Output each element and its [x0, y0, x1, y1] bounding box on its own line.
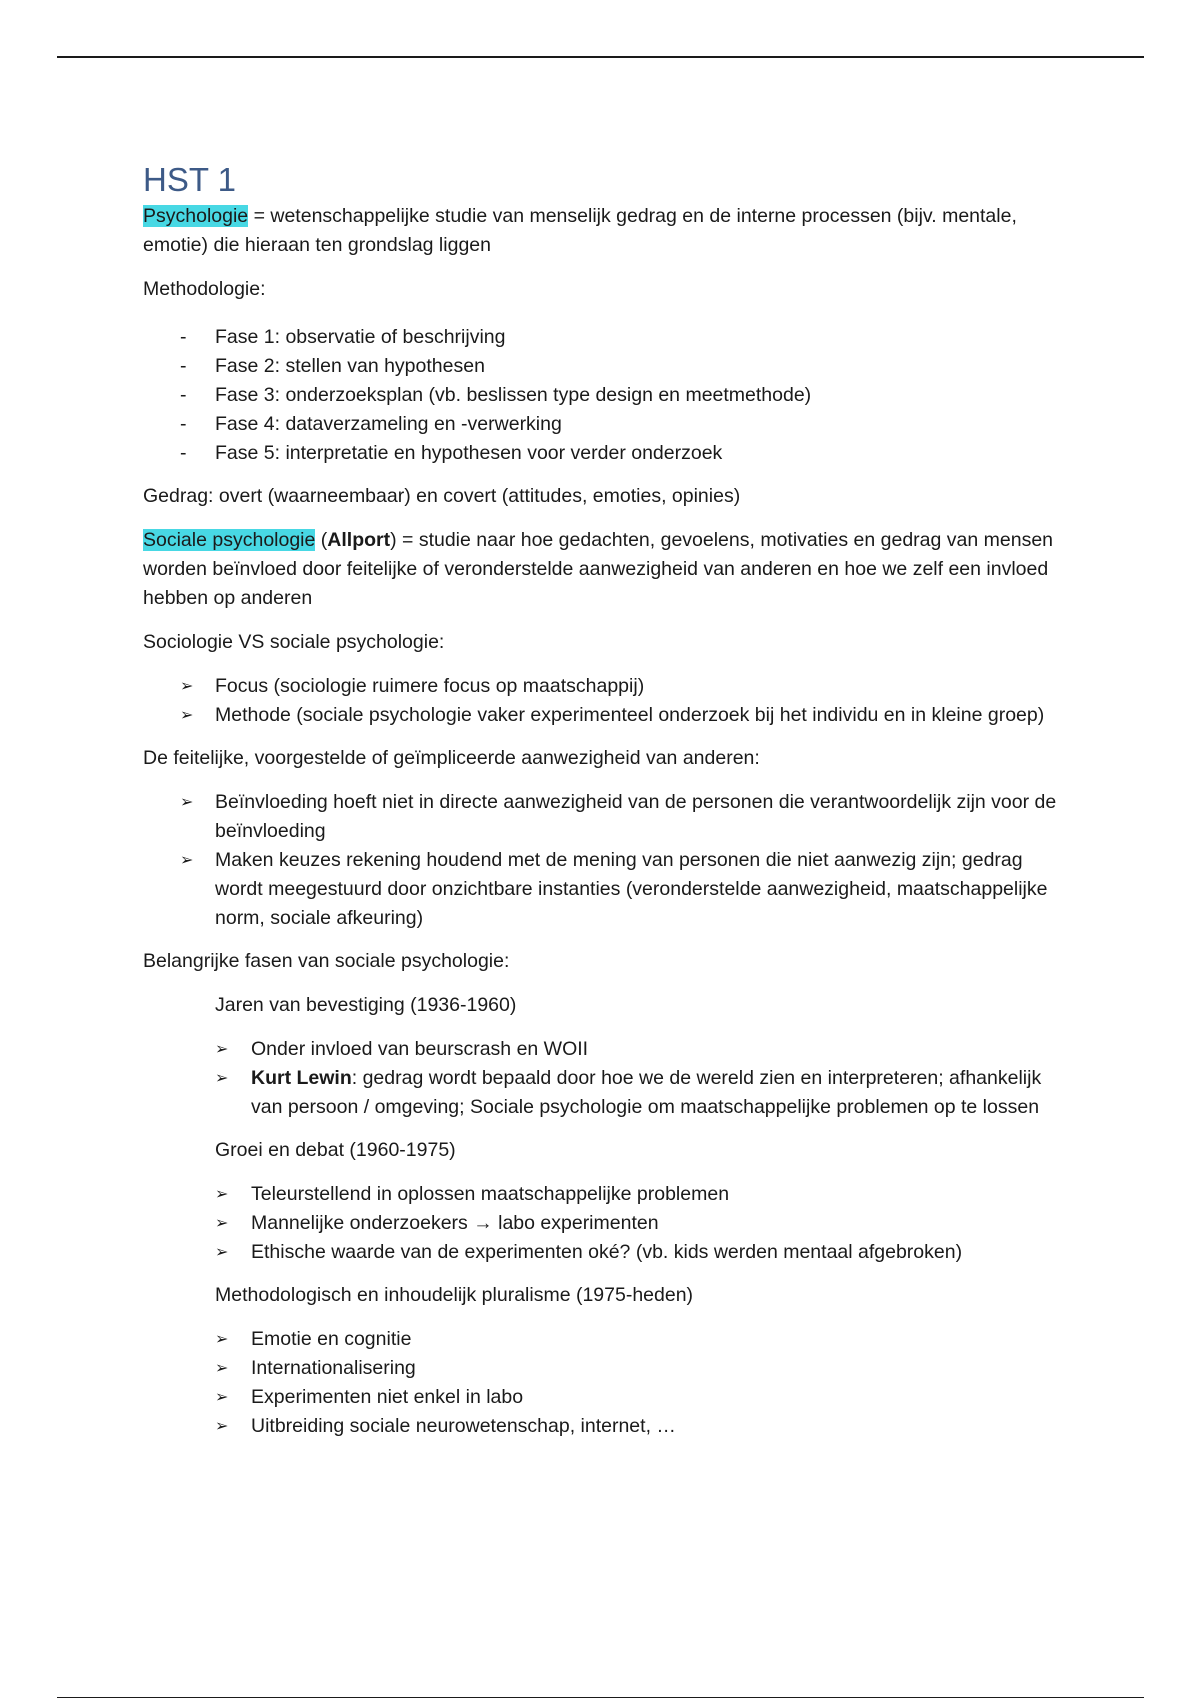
list-item-text: Teleurstellend in oplossen maatschappelijke problemen: [251, 1183, 730, 1205]
list-item: [215, 1325, 1063, 1354]
sociale-psychologie-definition: [143, 526, 1063, 613]
list-item: [143, 381, 1063, 410]
list-item: [143, 701, 1063, 730]
feitelijk-title: De feitelijke, voorgestelde of geïmpliceerde aanwezigheid van anderen:: [143, 747, 760, 769]
period-title: Methodologisch en inhoudelijk pluralisme (1975-heden): [215, 1284, 694, 1306]
list-item-text: Fase 2: stellen van hypothesen: [215, 355, 485, 377]
feitelijk-list: [143, 788, 1063, 933]
list-item-text: Maken keuzes rekening houdend met de mening van personen die niet aanwezig zijn; gedrag wordt meegestuurd door onzichtbare instanties (veronderstelde aanwezigheid, maatschappelijke norm, sociale afkeuring): [215, 849, 1048, 929]
list-item: [143, 410, 1063, 439]
list-item-text: Focus (sociologie ruimere focus op maatschappij): [215, 675, 645, 697]
arrow-bullet-icon: ➢: [215, 1360, 229, 1377]
fasen-title: Belangrijke fasen van sociale psychologie:: [143, 950, 510, 972]
highlighted-term: Sociale psychologie: [143, 529, 316, 551]
period2-list: [215, 1180, 1063, 1267]
author-name: Allport: [327, 529, 391, 551]
period-title: Groei en debat (1960-1975): [215, 1139, 456, 1161]
definition-text: ) = studie naar hoe gedachten, gevoelens, motivaties en gedrag van mensen worden beïnvloed door feitelijke of veronderstelde aanwezigheid van anderen en hoe we zelf een invloed hebben op anderen: [143, 529, 1054, 609]
list-item: [143, 788, 1063, 846]
fasen-block: [143, 991, 1063, 1441]
methodologie-list: [143, 319, 1063, 468]
list-item-text: Emotie en cognitie: [251, 1328, 412, 1350]
arrow-bullet-icon: ➢: [215, 1041, 229, 1058]
arrow-bullet-icon: ➢: [215, 1418, 229, 1435]
list-item-text: Fase 5: interpretatie en hypothesen voor verder onderzoek: [215, 442, 723, 464]
arrow-bullet-icon: ➢: [180, 678, 194, 695]
arrow-bullet-icon: ➢: [180, 852, 194, 869]
list-item: [215, 1035, 1063, 1064]
dash-bullet-icon: -: [180, 355, 187, 377]
list-item: [215, 1238, 1063, 1267]
list-item-text: : gedrag wordt bepaald door hoe we de wereld zien en interpreteren; afhankelijk van persoon / omgeving; Sociale psychologie om maatschappelijke problemen op te lossen: [251, 1067, 1042, 1118]
period3-list: [215, 1325, 1063, 1441]
dash-bullet-icon: -: [180, 384, 187, 406]
methodologie-title: Methodologie:: [143, 278, 266, 300]
list-item: [215, 1064, 1063, 1122]
list-item: [215, 1354, 1063, 1383]
list-item: [143, 672, 1063, 701]
dash-bullet-icon: -: [180, 413, 187, 435]
arrow-bullet-icon: ➢: [180, 707, 194, 724]
vs-list: [143, 672, 1063, 730]
arrow-bullet-icon: ➢: [215, 1331, 229, 1348]
arrow-bullet-icon: ➢: [215, 1244, 229, 1261]
list-item: [215, 1180, 1063, 1209]
period1-list: [215, 1035, 1063, 1122]
chapter-heading: HST 1: [143, 161, 236, 198]
list-item-text: Ethische waarde van de experimenten oké? (vb. kids werden mentaal afgebroken): [251, 1241, 963, 1263]
dash-bullet-icon: -: [180, 326, 187, 348]
list-item: [215, 1209, 1063, 1238]
document-body: [143, 162, 1063, 1455]
list-item-text: Uitbreiding sociale neurowetenschap, internet, …: [251, 1415, 676, 1437]
arrow-bullet-icon: ➢: [215, 1070, 229, 1087]
paren-open: (: [315, 529, 328, 551]
vs-title: Sociologie VS sociale psychologie:: [143, 631, 445, 653]
gedrag-paragraph: Gedrag: overt (waarneembaar) en covert (attitudes, emoties, opinies): [143, 485, 741, 507]
list-item: [143, 439, 1063, 468]
list-item: [215, 1383, 1063, 1412]
arrow-bullet-icon: ➢: [215, 1186, 229, 1203]
list-item-text: Internationalisering: [251, 1357, 416, 1379]
page-top-rule: [57, 56, 1144, 58]
list-item: [215, 1412, 1063, 1441]
period-title: Jaren van bevestiging (1936-1960): [215, 994, 517, 1016]
list-item: [143, 846, 1063, 933]
dash-bullet-icon: -: [180, 442, 187, 464]
list-item: [143, 352, 1063, 381]
person-name: Kurt Lewin: [251, 1067, 352, 1089]
list-item: [143, 323, 1063, 352]
definition-text: = wetenschappelijke studie van menselijk gedrag en de interne processen (bijv. mentale, emotie) die hieraan ten grondslag liggen: [143, 205, 1017, 256]
list-item-text: Fase 3: onderzoeksplan (vb. beslissen type design en meetmethode): [215, 384, 812, 406]
highlighted-term: Psychologie: [143, 205, 249, 227]
list-item-text: Methode (sociale psychologie vaker experimenteel onderzoek bij het individu en in kleine groep): [215, 704, 1045, 726]
page-bottom-rule: [57, 1697, 1144, 1698]
arrow-bullet-icon: ➢: [215, 1389, 229, 1406]
list-item-text: Onder invloed van beurscrash en WOII: [251, 1038, 589, 1060]
arrow-bullet-icon: ➢: [215, 1215, 229, 1232]
list-item-text: Experimenten niet enkel in labo: [251, 1386, 524, 1408]
psychologie-definition: [143, 202, 1063, 260]
list-item-text: Beïnvloeding hoeft niet in directe aanwezigheid van de personen die verantwoordelijk zijn voor de beïnvloeding: [215, 791, 1057, 842]
arrow-bullet-icon: ➢: [180, 794, 194, 811]
list-item-text: Mannelijke onderzoekers → labo experimenten: [251, 1212, 659, 1234]
list-item-text: Fase 1: observatie of beschrijving: [215, 326, 506, 348]
list-item-text: Fase 4: dataverzameling en -verwerking: [215, 413, 562, 435]
